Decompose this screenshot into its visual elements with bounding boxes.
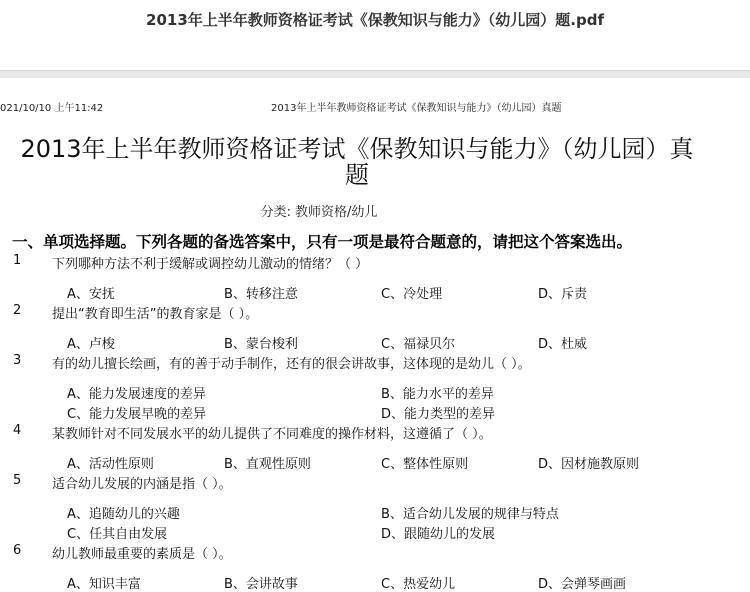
print-date: 021/10/10 上午11:42: [0, 103, 104, 114]
question-text: 下列哪种方法不利于缓解或调控幼儿激动的情绪？（ ）: [52, 257, 369, 272]
question-text: 适合幼儿发展的内涵是指（ ）。: [52, 477, 232, 492]
question-number: 4: [13, 423, 22, 438]
option-a: A、知识丰富: [67, 577, 141, 592]
question-number: 5: [13, 473, 22, 488]
option-c: C、热爱幼儿: [381, 577, 456, 592]
option-c: C、冷处理: [381, 287, 443, 302]
option-d: D、会弹琴画画: [538, 577, 627, 592]
option-b: B、直观性原则: [224, 457, 311, 472]
option-a: A、能力发展速度的差异: [67, 387, 206, 402]
question-text: 提出“教育即生活”的教育家是（ ）。: [52, 307, 259, 322]
category-value: 教师资格/幼儿: [295, 205, 378, 220]
option-d: D、因材施教原则: [538, 457, 640, 472]
option-b: B、蒙台梭利: [224, 337, 298, 352]
question-text: 有的幼儿擅长绘画，有的善于动手制作，还有的很会讲故事，这体现的是幼儿（ ）。: [52, 357, 531, 372]
category-label: 分类:: [260, 205, 291, 220]
option-d: D、跟随幼儿的发展: [381, 527, 496, 542]
option-c: C、能力发展早晚的差异: [67, 407, 207, 422]
question-number: 3: [13, 353, 22, 368]
section-heading: 一、单项选择题。下列各题的备选答案中，只有一项是最符合题意的，请把这个答案选出。: [12, 233, 633, 251]
print-header: 2013年上半年教师资格证考试《保教知识与能力》（幼儿园）真题: [271, 103, 562, 114]
option-d: D、杜威: [538, 337, 588, 352]
viewer-title-bar: [0, 0, 750, 70]
category-line: [0, 201, 692, 220]
option-b: B、适合幼儿发展的规律与特点: [381, 507, 559, 522]
option-c: C、任其自由发展: [67, 527, 168, 542]
question-number: 6: [13, 543, 22, 558]
option-a: A、卢梭: [67, 337, 115, 352]
option-c: C、福禄贝尔: [381, 337, 456, 352]
option-b: B、会讲故事: [224, 577, 298, 592]
question-number: 1: [13, 253, 22, 268]
document-title: 2013年上半年教师资格证考试《保教知识与能力》（幼儿园）真题: [20, 135, 694, 189]
option-d: D、斥责: [538, 287, 588, 302]
option-a: A、追随幼儿的兴趣: [67, 507, 180, 522]
option-b: B、转移注意: [224, 287, 298, 302]
question-text: 某教师针对不同发展水平的幼儿提供了不同难度的操作材料，这遵循了（ ）。: [52, 427, 492, 442]
file-title: 2013年上半年教师资格证考试《保教知识与能力》（幼儿园）题.pdf: [146, 11, 604, 29]
option-a: A、活动性原则: [67, 457, 154, 472]
option-b: B、能力水平的差异: [381, 387, 494, 402]
option-c: C、整体性原则: [381, 457, 469, 472]
option-a: A、安抚: [67, 287, 115, 302]
question-text: 幼儿教师最重要的素质是（ ）。: [52, 547, 232, 562]
document-page: [0, 78, 750, 590]
option-d: D、能力类型的差异: [381, 407, 496, 422]
question-number: 2: [13, 303, 22, 318]
